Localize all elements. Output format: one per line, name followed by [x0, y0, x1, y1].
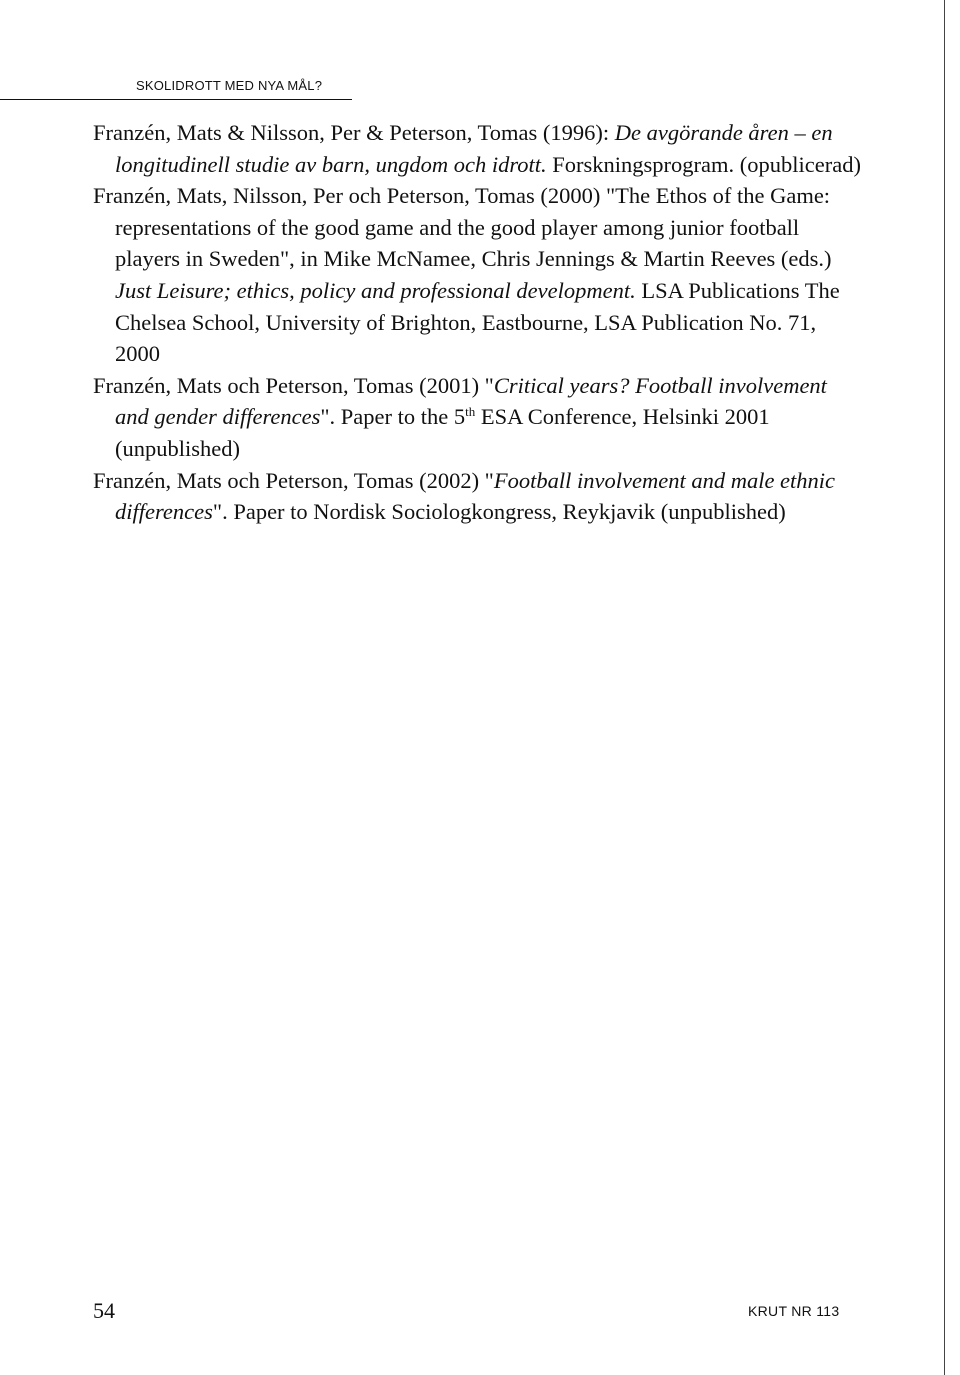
page-number: 54: [93, 1298, 115, 1323]
reference-entry: [93, 117, 863, 180]
reference-details: Forskningsprogram. (opublicerad): [546, 151, 861, 177]
header-rule: [0, 99, 352, 100]
reference-entry: [93, 465, 863, 528]
scan-edge-line: [944, 0, 945, 1375]
ordinal-suffix: th: [465, 404, 476, 420]
reference-authors: Franzén, Mats & Nilsson, Per & Peterson, Tomas (1996):: [93, 120, 615, 145]
reference-title: Football involvement and male ethnic differences: [115, 467, 836, 525]
reference-authors: Franzén, Mats och Peterson, Tomas (2001) ": [93, 372, 494, 398]
reference-details: ". Paper to Nordisk Sociologkongress, Reykjavik (unpublished): [212, 499, 786, 525]
reference-details: LSA Publications The Chelsea School, University of Brighton, Eastbourne, LSA Publication No. 71, 2000: [115, 277, 840, 367]
reference-authors: Franzén, Mats och Peterson, Tomas (2002) ": [93, 467, 494, 493]
reference-entry: [93, 370, 863, 465]
journal-name: KRUT NR 113: [748, 1303, 840, 1319]
reference-details: ". Paper to the 5: [320, 404, 466, 430]
reference-title: Critical years? Football involvement and gender differences: [115, 372, 827, 430]
reference-entry: [93, 180, 863, 370]
reference-list: [93, 117, 863, 528]
reference-authors: Franzén, Mats, Nilsson, Per och Peterson, Tomas (2000) "The Ethos of the Game: representations of the good game and the good player among junior football players in Sweden", in Mike McNamee, Chris Jennings & Martin Reeves (eds.): [93, 183, 832, 272]
running-header-title: SKOLIDROTT MED NYA MÅL?: [136, 78, 323, 93]
reference-title: Just Leisure; ethics, policy and professional development.: [115, 277, 636, 303]
reference-title: De avgörande åren – en longitudinell studie av barn, ungdom och idrott.: [115, 120, 833, 177]
reference-details-continued: ESA Conference, Helsinki 2001 (unpublished): [115, 404, 770, 461]
